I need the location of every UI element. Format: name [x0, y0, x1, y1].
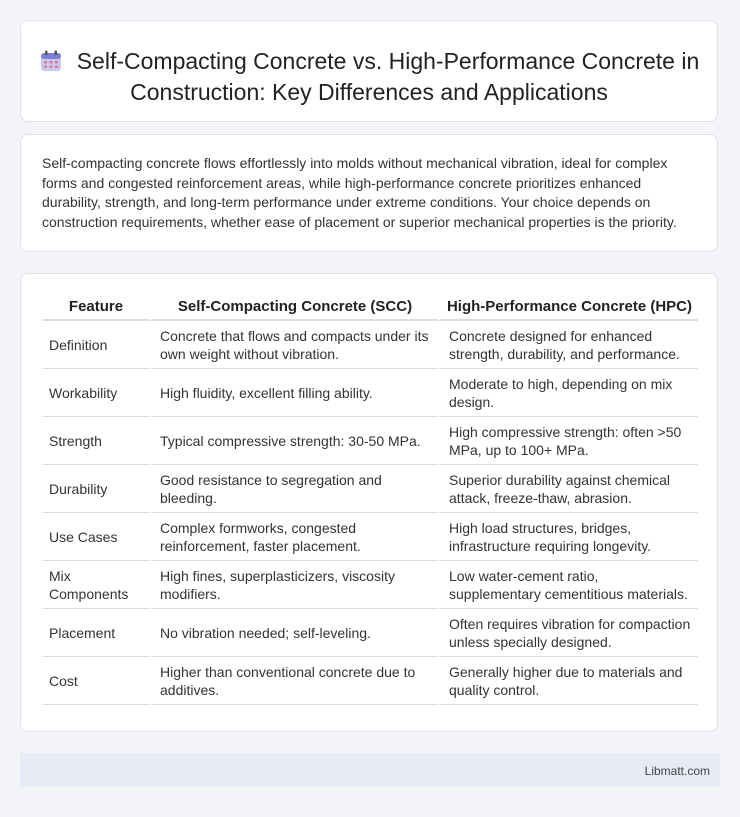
intro-text: Self-compacting concrete flows effortlessly into molds without mechanical vibration, ideal for complex forms and congested reinforcement areas, while high-performance concrete prioritizes enhanced durability, strength, and long-term performance under extreme conditions. Your choice depends on construction requirements, whether ease of placement or superior mechanical properties is the priority. — [42, 155, 677, 230]
row-scc: Complex formworks, congested reinforcement, faster placement. — [149, 513, 438, 561]
comparison-table — [43, 293, 698, 705]
row-scc: No vibration needed; self-leveling. — [149, 609, 438, 657]
header-scc: Self-Compacting Concrete (SCC) — [149, 293, 438, 321]
footer-brand: Libmatt.com — [644, 764, 710, 778]
intro-card — [20, 134, 718, 252]
row-feature: Placement — [43, 609, 149, 657]
row-feature: Use Cases — [43, 513, 149, 561]
header-feature: Feature — [43, 293, 149, 321]
table-row — [43, 657, 698, 705]
header-hpc: High-Performance Concrete (HPC) — [438, 293, 698, 321]
calendar-icon — [39, 49, 63, 73]
row-feature: Durability — [43, 465, 149, 513]
row-hpc: Generally higher due to materials and quality control. — [438, 657, 698, 705]
row-scc: Good resistance to segregation and bleeding. — [149, 465, 438, 513]
page-title — [21, 21, 717, 108]
table-row — [43, 465, 698, 513]
table-row — [43, 321, 698, 369]
row-hpc: Moderate to high, depending on mix design. — [438, 369, 698, 417]
title-card — [20, 20, 718, 122]
row-feature: Workability — [43, 369, 149, 417]
table-row — [43, 513, 698, 561]
row-scc: Concrete that flows and compacts under its own weight without vibration. — [149, 321, 438, 369]
row-scc: Typical compressive strength: 30-50 MPa. — [149, 417, 438, 465]
table-header-row — [43, 293, 698, 321]
table-row — [43, 369, 698, 417]
row-hpc: Low water-cement ratio, supplementary cementitious materials. — [438, 561, 698, 609]
page-title-text: Self-Compacting Concrete vs. High-Performance Concrete in Construction: Key Differences and Applications — [76, 48, 700, 105]
row-hpc: Concrete designed for enhanced strength, durability, and performance. — [438, 321, 698, 369]
row-scc: Higher than conventional concrete due to additives. — [149, 657, 438, 705]
row-hpc: High load structures, bridges, infrastructure requiring longevity. — [438, 513, 698, 561]
row-hpc: Often requires vibration for compaction unless specially designed. — [438, 609, 698, 657]
row-feature: Cost — [43, 657, 149, 705]
table-row — [43, 417, 698, 465]
row-hpc: High compressive strength: often >50 MPa, up to 100+ MPa. — [438, 417, 698, 465]
comparison-table-card — [20, 273, 718, 732]
row-feature: Definition — [43, 321, 149, 369]
row-scc: High fluidity, excellent filling ability. — [149, 369, 438, 417]
table-row — [43, 609, 698, 657]
row-scc: High fines, superplasticizers, viscosity modifiers. — [149, 561, 438, 609]
row-feature: Strength — [43, 417, 149, 465]
row-feature: Mix Components — [43, 561, 149, 609]
table-row — [43, 561, 698, 609]
row-hpc: Superior durability against chemical attack, freeze-thaw, abrasion. — [438, 465, 698, 513]
footer — [20, 753, 720, 787]
